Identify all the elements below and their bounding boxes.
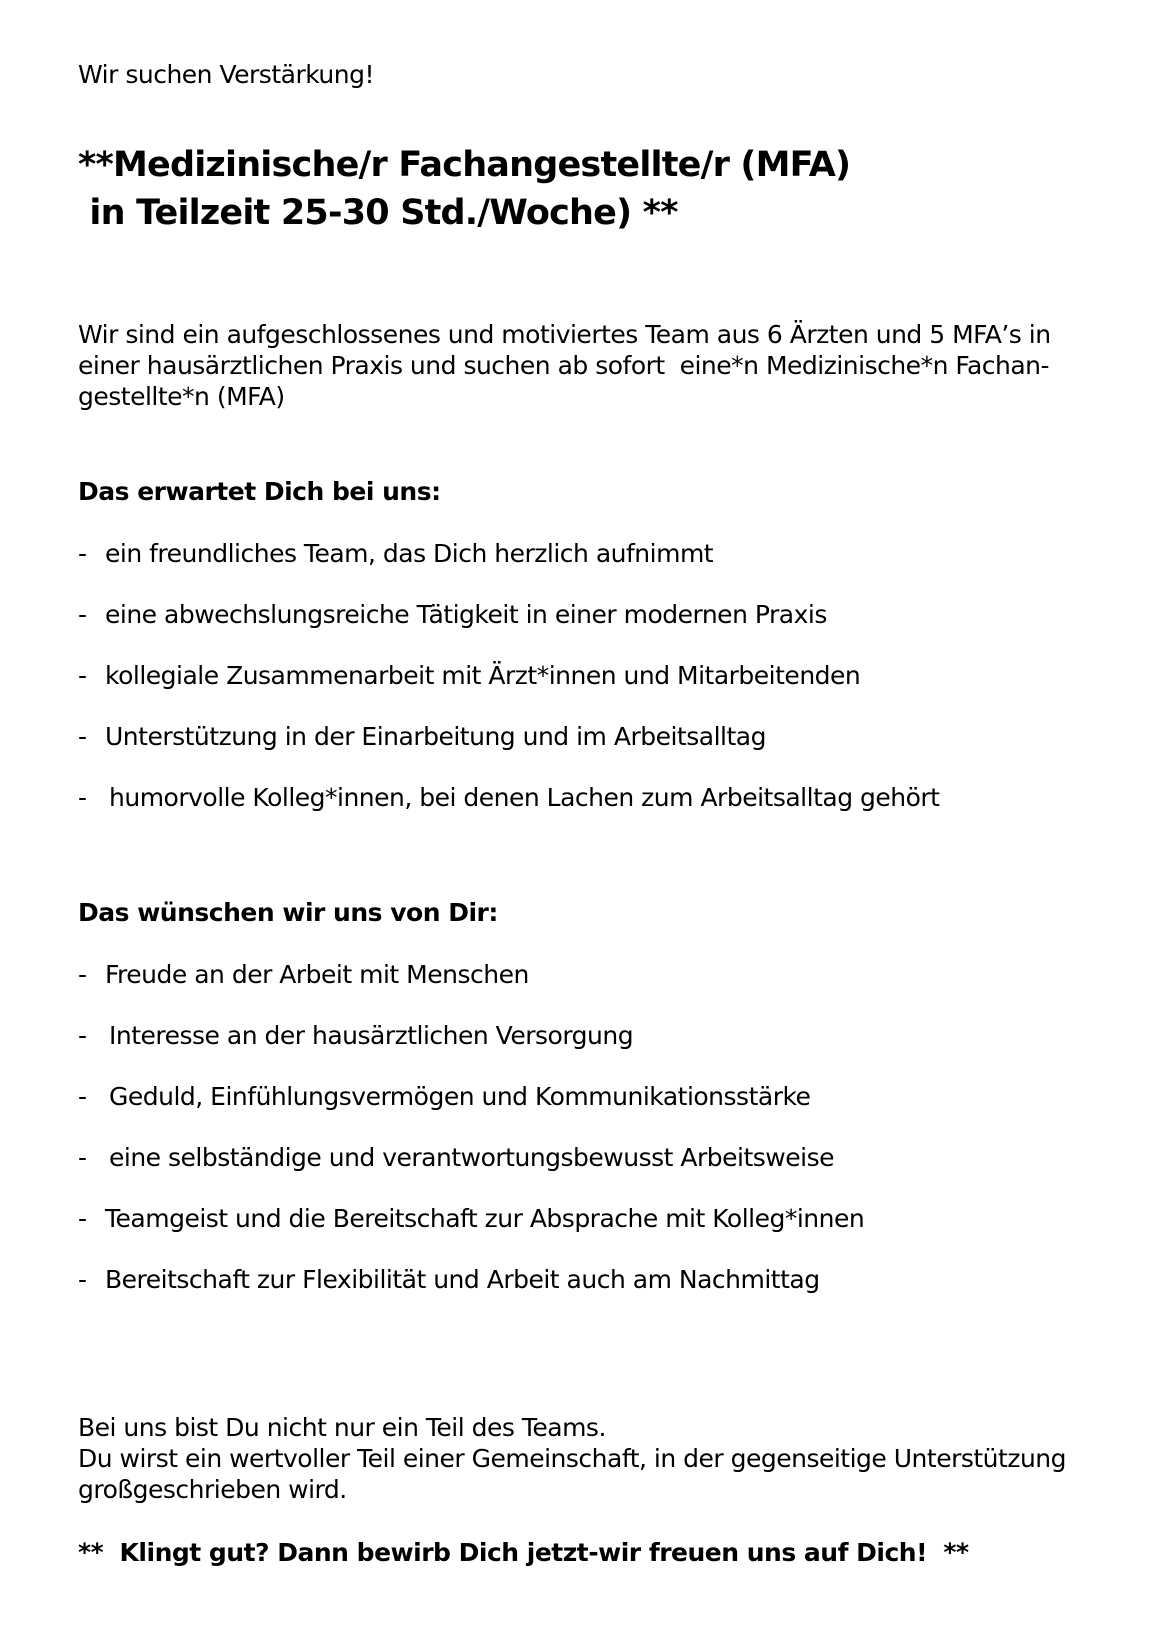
list-bullet: - xyxy=(78,1265,87,1294)
wishes-item-text: Interesse an der hausärztlichen Versorgung xyxy=(109,1021,634,1050)
wishes-list-item xyxy=(78,1082,810,1111)
job-title xyxy=(78,141,850,237)
wishes-item-text: Teamgeist und die Bereitschaft zur Absprache mit Kolleg*innen xyxy=(105,1204,865,1233)
wishes-list-item xyxy=(78,1021,633,1050)
offer-list-item xyxy=(78,661,860,690)
description-line-1: Wir sind ein aufgeschlossenes und motiviertes Team aus 6 Ärzten und 5 MFA’s in xyxy=(78,320,1051,349)
wishes-item-text: eine selbständige und verantwortungsbewusst Arbeitsweise xyxy=(109,1143,834,1172)
list-bullet: - xyxy=(78,1021,87,1050)
wishes-item-text: Geduld, Einfühlungsvermögen und Kommunikationsstärke xyxy=(109,1082,811,1111)
wishes-list-item xyxy=(78,1143,834,1172)
offer-item-text: humorvolle Kolleg*innen, bei denen Lachen zum Arbeitsalltag gehört xyxy=(109,783,940,812)
offer-list-item xyxy=(78,783,939,812)
description-line-2: einer hausärztlichen Praxis und suchen ab sofort eine*n Medizinische*n Fachan- xyxy=(78,351,1050,380)
offer-list-item xyxy=(78,539,713,568)
intro-text: Wir suchen Verstärkung! xyxy=(78,60,375,89)
offer-item-text: Unterstützung in der Einarbeitung und im Arbeitsalltag xyxy=(105,722,766,751)
description-paragraph xyxy=(78,319,1051,412)
list-bullet: - xyxy=(78,539,87,568)
list-bullet: - xyxy=(78,1082,87,1111)
wishes-heading: Das wünschen wir uns von Dir: xyxy=(78,898,498,927)
list-bullet: - xyxy=(78,722,87,751)
offer-item-text: kollegiale Zusammenarbeit mit Ärzt*innen und Mitarbeitenden xyxy=(105,661,861,690)
description-line-3: gestellte*n (MFA) xyxy=(78,382,285,411)
list-bullet: - xyxy=(78,661,87,690)
list-bullet: - xyxy=(78,1204,87,1233)
call-to-action: ** Klingt gut? Dann bewirb Dich jetzt-wir freuen uns auf Dich! ** xyxy=(78,1538,969,1567)
closing-line-1: Bei uns bist Du nicht nur ein Teil des Teams. xyxy=(78,1413,606,1442)
wishes-list-item xyxy=(78,960,529,989)
job-title-line-2: in Teilzeit 25-30 Std./Woche) ** xyxy=(78,193,678,233)
list-bullet: - xyxy=(78,783,87,812)
wishes-list-item xyxy=(78,1204,864,1233)
offer-item-text: eine abwechslungsreiche Tätigkeit in einer modernen Praxis xyxy=(105,600,827,629)
wishes-list-item xyxy=(78,1265,820,1294)
offer-item-text: ein freundliches Team, das Dich herzlich aufnimmt xyxy=(105,539,714,568)
list-bullet: - xyxy=(78,960,87,989)
wishes-item-text: Bereitschaft zur Flexibilität und Arbeit auch am Nachmittag xyxy=(105,1265,820,1294)
job-title-line-1: **Medizinische/r Fachangestellte/r (MFA) xyxy=(78,145,851,185)
closing-line-3: großgeschrieben wird. xyxy=(78,1475,347,1504)
offer-heading: Das erwartet Dich bei uns: xyxy=(78,477,441,506)
list-bullet: - xyxy=(78,1143,87,1172)
list-bullet: - xyxy=(78,600,87,629)
closing-line-2: Du wirst ein wertvoller Teil einer Gemeinschaft, in der gegenseitige Unterstützung xyxy=(78,1444,1067,1473)
closing-paragraph xyxy=(78,1412,1066,1505)
wishes-item-text: Freude an der Arbeit mit Menschen xyxy=(105,960,529,989)
offer-list-item xyxy=(78,722,766,751)
offer-list-item xyxy=(78,600,827,629)
